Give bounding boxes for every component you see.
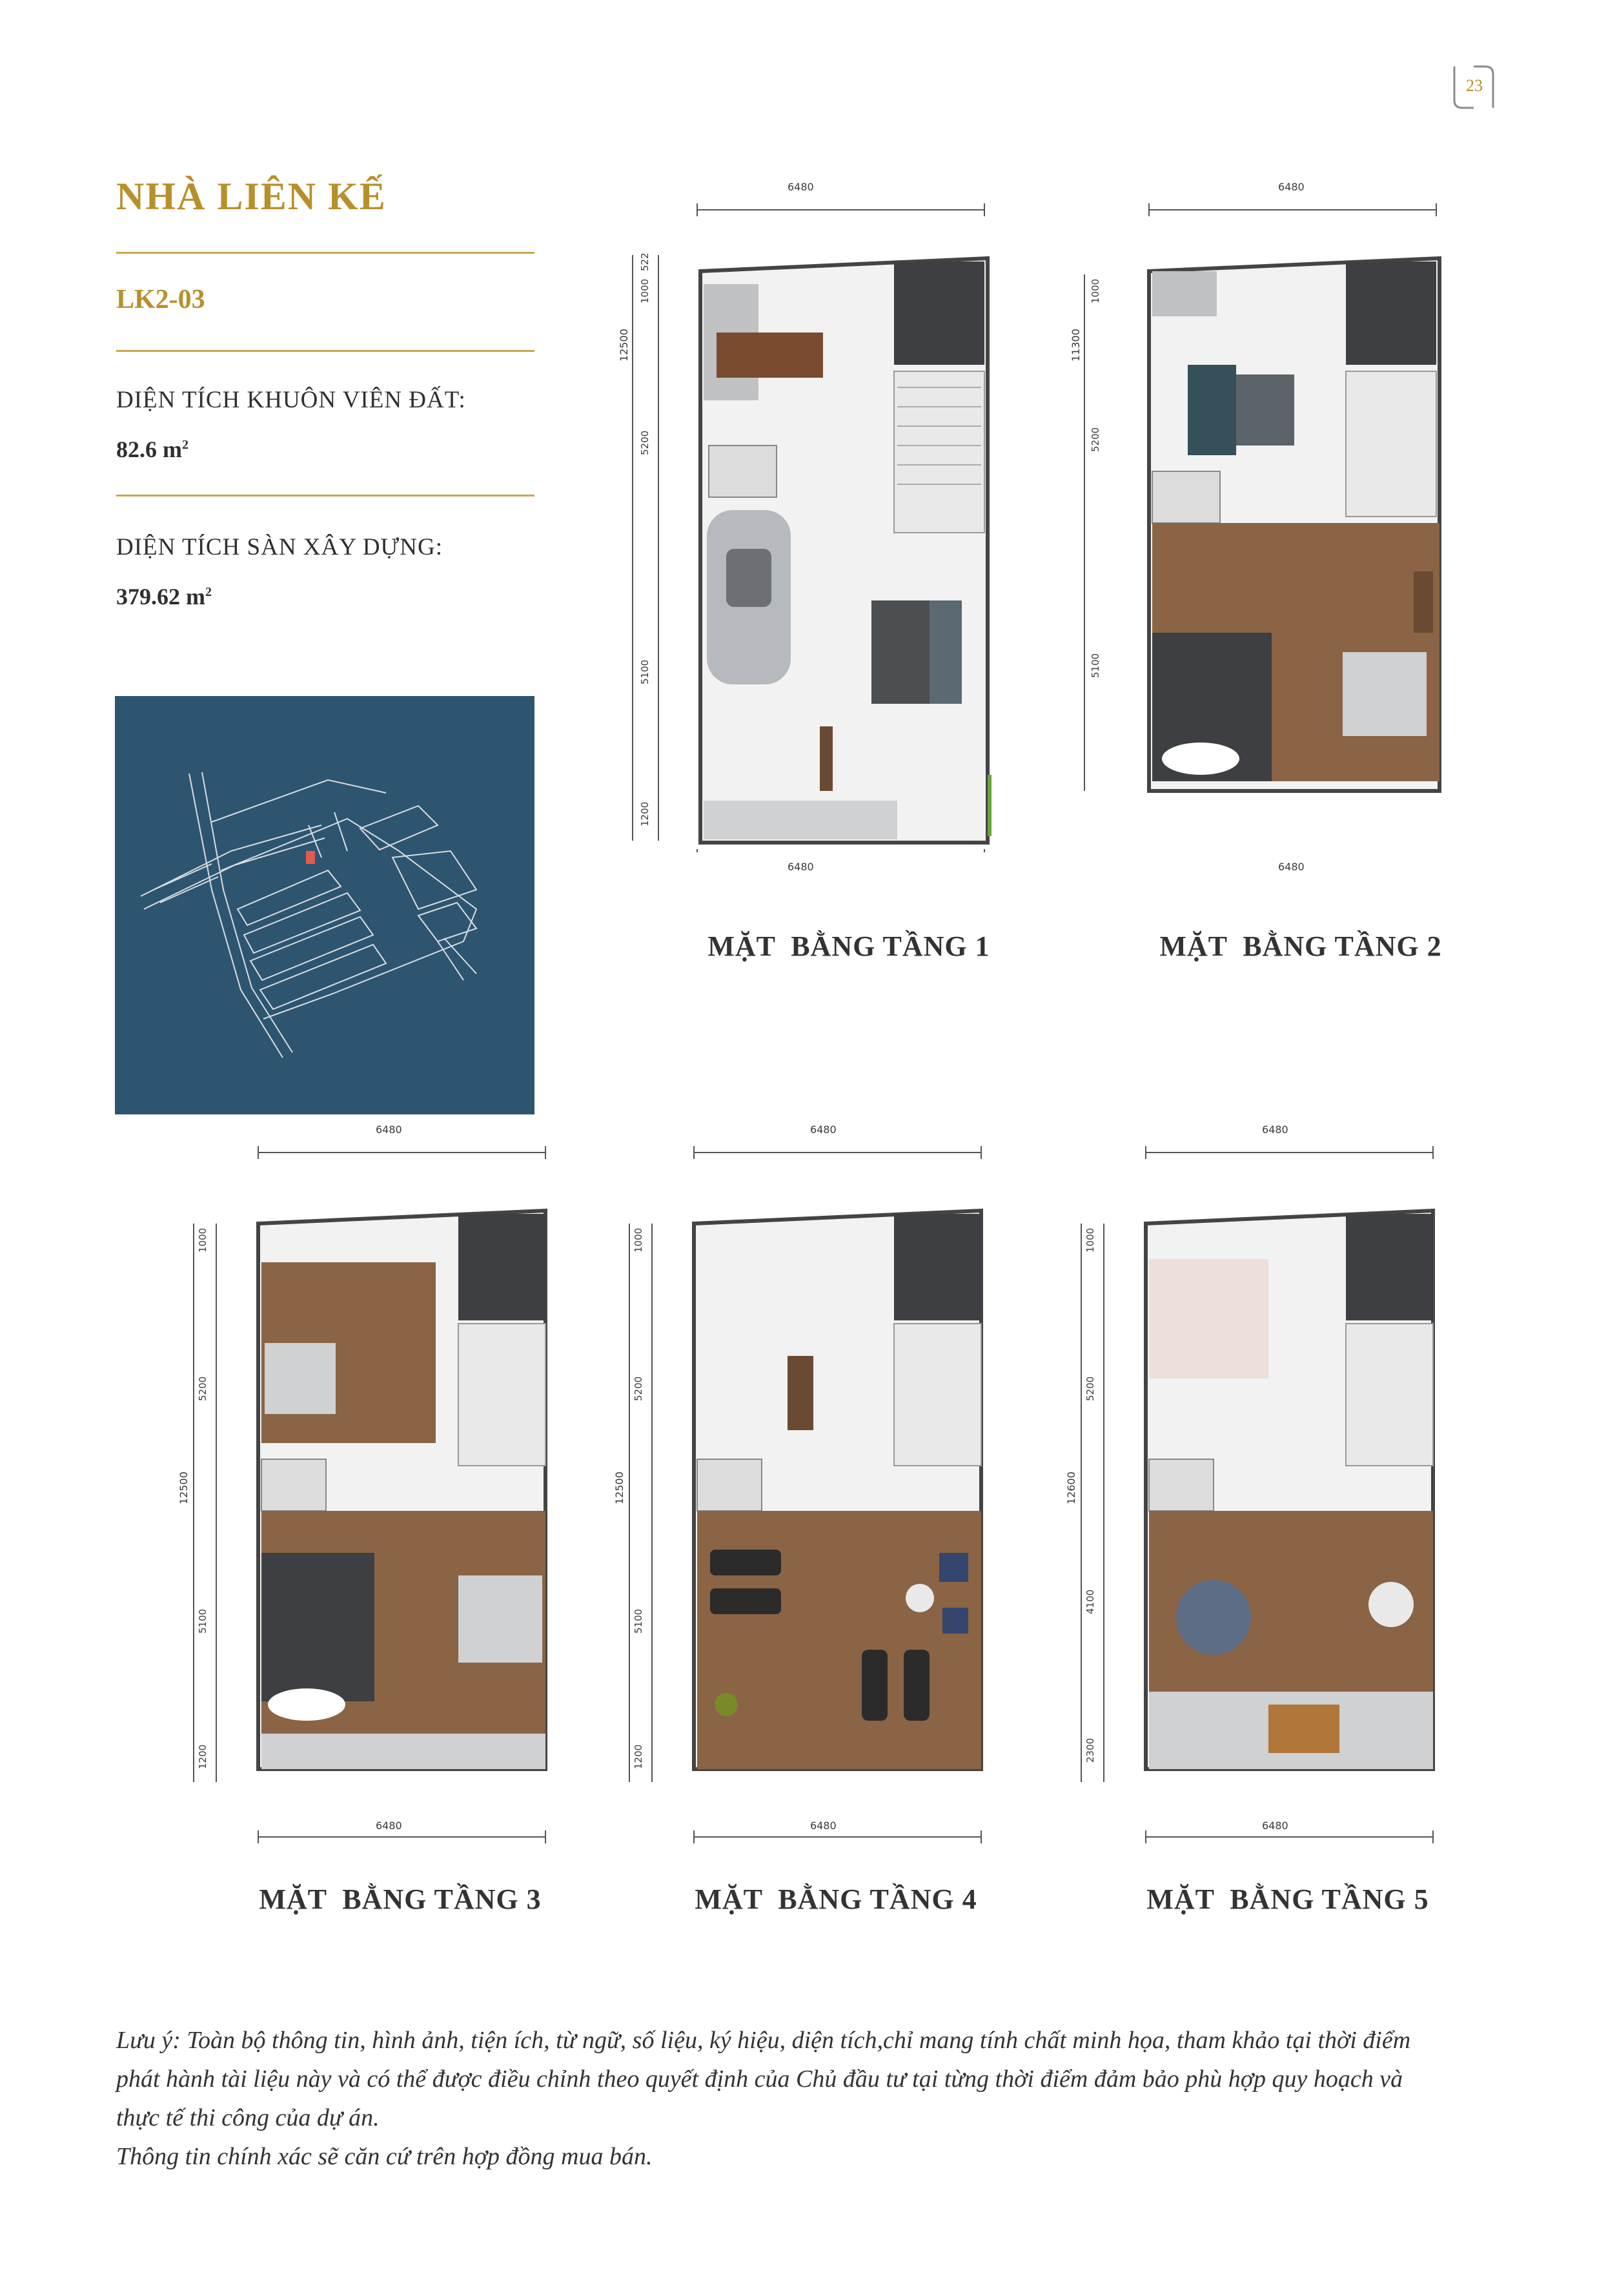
- land-area-value: 82.6 $m^2$: [116, 436, 188, 462]
- page-title: NHÀ LIÊN KẾ: [116, 175, 387, 218]
- floor-area-label: DIỆN TÍCH SÀN XÂY DỰNG:: [116, 534, 443, 560]
- note-line: thực tế thi công của dự án.: [116, 2104, 380, 2131]
- plan1-total-dim: 12500: [618, 329, 630, 362]
- caption-floor-2: MẶT BẰNG TẦNG 2: [1159, 930, 1442, 962]
- floor-plan-2: [1052, 187, 1504, 833]
- plan4-total-dim: 12500: [613, 1471, 625, 1504]
- floor-plan-5: [1039, 1130, 1491, 1860]
- caption-floor-3: MẶT BẰNG TẦNG 3: [259, 1883, 542, 1915]
- plan1-dim-3: 5200: [639, 430, 651, 455]
- plan3-dim-1: 1000: [197, 1227, 208, 1253]
- plan5-dim-3: 4100: [1084, 1589, 1096, 1614]
- plan5-total-dim: 12600: [1065, 1471, 1077, 1504]
- plan3-width-dim: 6480: [376, 1123, 402, 1136]
- caption-floor-1: MẶT BẰNG TẦNG 1: [707, 930, 990, 962]
- plan3-dim-3: 5100: [197, 1608, 208, 1634]
- plan1-dim-1: 522: [639, 252, 651, 271]
- plan2-dim-2: 5200: [1090, 427, 1101, 452]
- plan5-dim-1: 1000: [1084, 1227, 1096, 1253]
- caption-floor-4: MẶT BẰNG TẦNG 4: [695, 1883, 977, 1915]
- plan4-dim-1: 1000: [633, 1227, 644, 1253]
- plan2-total-dim: 11300: [1070, 329, 1082, 362]
- note-line: phát hành tài liệu này và có thể được điều chỉnh theo quyết định của Chủ đầu tư tại từng thời điểm đảm bảo phù hợp quy hoạch và: [116, 2065, 1403, 2093]
- note-line: Thông tin chính xác sẽ căn cứ trên hợp đồng mua bán.: [116, 2143, 653, 2170]
- unit-code: LK2-03: [116, 285, 205, 314]
- divider: [116, 252, 534, 254]
- floor-plan-1: [600, 187, 1052, 852]
- site-map: [115, 696, 534, 1114]
- plan1-dim-2: 1000: [639, 278, 651, 303]
- floor-area-value: 379.62 $m^2$: [116, 584, 212, 610]
- plan4-dim-3: 5100: [633, 1608, 644, 1634]
- plan3-dim-2: 5200: [197, 1376, 208, 1401]
- plan3-total-dim: 12500: [178, 1471, 190, 1504]
- plan5-width-dim: 6480: [1262, 1123, 1288, 1136]
- plan4-dim-4: 1200: [633, 1744, 644, 1769]
- divider: [116, 350, 534, 352]
- note-line: Lưu ý: Toàn bộ thông tin, hình ảnh, tiện ích, từ ngữ, số liệu, ký hiệu, diện tích,chỉ mang tính chất minh họa, tham khảo tại thời điểm: [116, 2027, 1411, 2054]
- plan3-dim-4: 1200: [197, 1744, 208, 1769]
- land-area-label: DIỆN TÍCH KHUÔN VIÊN ĐẤT:: [116, 387, 466, 413]
- plan4-dim-2: 5200: [633, 1376, 644, 1401]
- floor-plan-3: [155, 1130, 607, 1860]
- plan2-width-dim-bottom: 6480: [1278, 861, 1305, 873]
- plan4-width-dim-bottom: 6480: [810, 1819, 837, 1832]
- plan5-width-dim-bottom: 6480: [1262, 1819, 1288, 1832]
- plan4-width-dim: 6480: [810, 1123, 837, 1136]
- floor-plan-4: [587, 1130, 1039, 1860]
- disclaimer-note: [116, 2021, 1504, 2176]
- plan5-dim-4: 2300: [1084, 1737, 1096, 1763]
- plan2-dim-3: 5100: [1090, 653, 1101, 678]
- caption-floor-5: MẶT BẰNG TẦNG 5: [1146, 1883, 1429, 1915]
- plan1-width-dim: 6480: [788, 181, 814, 193]
- plan1-dim-4: 5100: [639, 659, 651, 684]
- plan3-width-dim-bottom: 6480: [376, 1819, 402, 1832]
- plan5-dim-2: 5200: [1084, 1376, 1096, 1401]
- plan2-dim-1: 1000: [1090, 278, 1101, 303]
- divider: [116, 495, 534, 497]
- page-number: 23: [1466, 76, 1483, 95]
- plan2-width-dim: 6480: [1278, 181, 1305, 193]
- plan1-width-dim-bottom: 6480: [788, 861, 814, 873]
- plan1-dim-5: 1200: [639, 801, 651, 826]
